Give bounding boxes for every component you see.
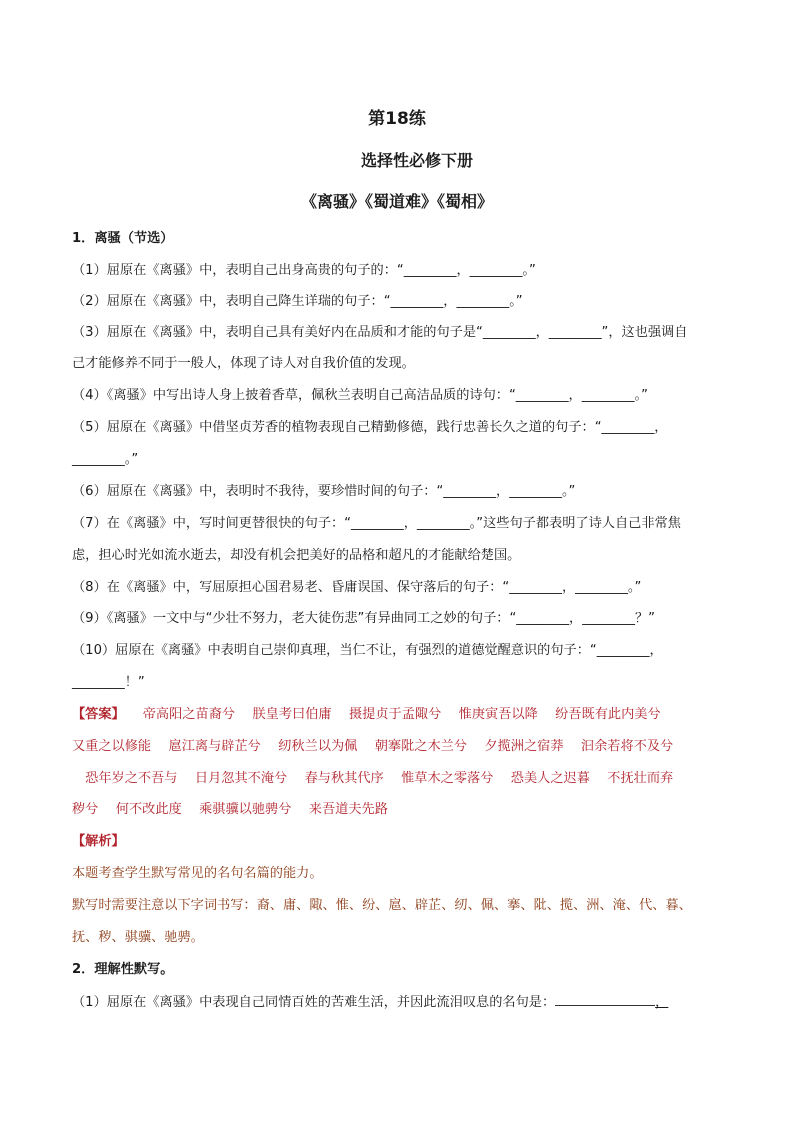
q1-item-3: （3）屈原在《离骚》中，表明自己具有美好内在品质和才能的句子是“________，________”，这也强调自 [72,325,688,340]
answer-line-2: 又重之以修能 扈江离与辟芷兮 纫秋兰以为佩 朝搴阰之木兰兮 夕揽洲之宿莽 汩余若将不及兮 [72,739,674,754]
q2-heading: 2．理解性默写。 [72,962,174,977]
q1-item-9: （9）《离骚》一文中与“少壮不努力，老大徒伤悲”有异曲同工之妙的句子：“________，________？” [72,611,655,626]
q2-item-1-tail: ， [655,995,669,1010]
analysis-line-2: 默写时需要注意以下字词书写：裔、庸、陬、惟、纷、扈、辟芷、纫、佩、搴、阰、揽、洲、淹、代、暮、 [72,898,692,913]
q1-item-7: （7）在《离骚》中，写时间更替很快的句子：“________，________。”这些句子都表明了诗人自己非常焦 [72,516,681,531]
q1-item-4: （4）《离骚》中写出诗人身上披着香草，佩秋兰表明自己高洁品质的诗句：“________，________。” [72,388,648,403]
q1-item-8: （8）在《离骚》中，写屈原担心国君易老、昏庸误国、保守落后的句子：“________，________。” [72,580,642,595]
q1-item-7-cont: 虑，担心时光如流水逝去，却没有机会把美好的品格和超凡的才能献给楚国。 [72,548,521,563]
lesson-title: 第18练 [368,109,426,129]
q1-heading: 1．离骚（节选） [72,231,174,246]
q1-item-5: （5）屈原在《离骚》中借坚贞芳香的植物表现自己精勤修德，践行忠善长久之道的句子：“________， [72,420,668,435]
answer-block [72,705,661,725]
q2-item-1-text: （1）屈原在《离骚》中表现自己同情百姓的苦难生活，并因此流泪叹息的名句是： [72,995,556,1010]
volume-title: 选择性必修下册 [360,151,473,170]
q1-item-2: （2）屈原在《离骚》中，表明自己降生详瑞的句子：“________，________。” [72,294,523,309]
q1-item-1: （1）屈原在《离骚》中，表明自己出身高贵的句子的：“________，________。” [72,263,536,278]
q1-item-5-cont: ________。” [72,452,139,467]
texts-title: 《离骚》《蜀道难》《蜀相》 [300,192,493,211]
q1-item-10: （10）屈原在《离骚》中表明自己崇仰真理，当仁不让，有强烈的道德觉醒意识的句子：“________， [72,643,663,658]
q1-item-3-cont: 己才能修养不同于一般人，体现了诗人对自我价值的发现。 [72,356,415,371]
analysis-line-1: 本题考查学生默写常见的名句名篇的能力。 [72,866,323,881]
q1-item-10-cont: ________！” [72,675,145,690]
answer-line-4: 秽兮 何不改此度 乘骐骥以驰骋兮 来吾道夫先路 [72,802,388,817]
answer-line-3: 恐年岁之不吾与 日月忽其不淹兮 春与秋其代序 惟草木之零落兮 恐美人之迟暮 不抚壮而弃 [72,771,674,786]
analysis-label: 【解析】 [72,834,125,849]
q2-item-1 [72,992,668,1013]
analysis-line-3: 抚、秽、骐骥、驰骋。 [72,930,204,945]
answer-blank[interactable] [555,992,655,1006]
answer-line-1: 帝高阳之苗裔兮 朕皇考曰伯庸 摄提贞于孟陬兮 惟庚寅吾以降 纷吾既有此内美兮 [142,707,661,722]
answer-label: 【答案】 [72,707,125,722]
q1-item-6: （6）屈原在《离骚》中，表明时不我待，要珍惜时间的句子：“________，________。” [72,484,576,499]
